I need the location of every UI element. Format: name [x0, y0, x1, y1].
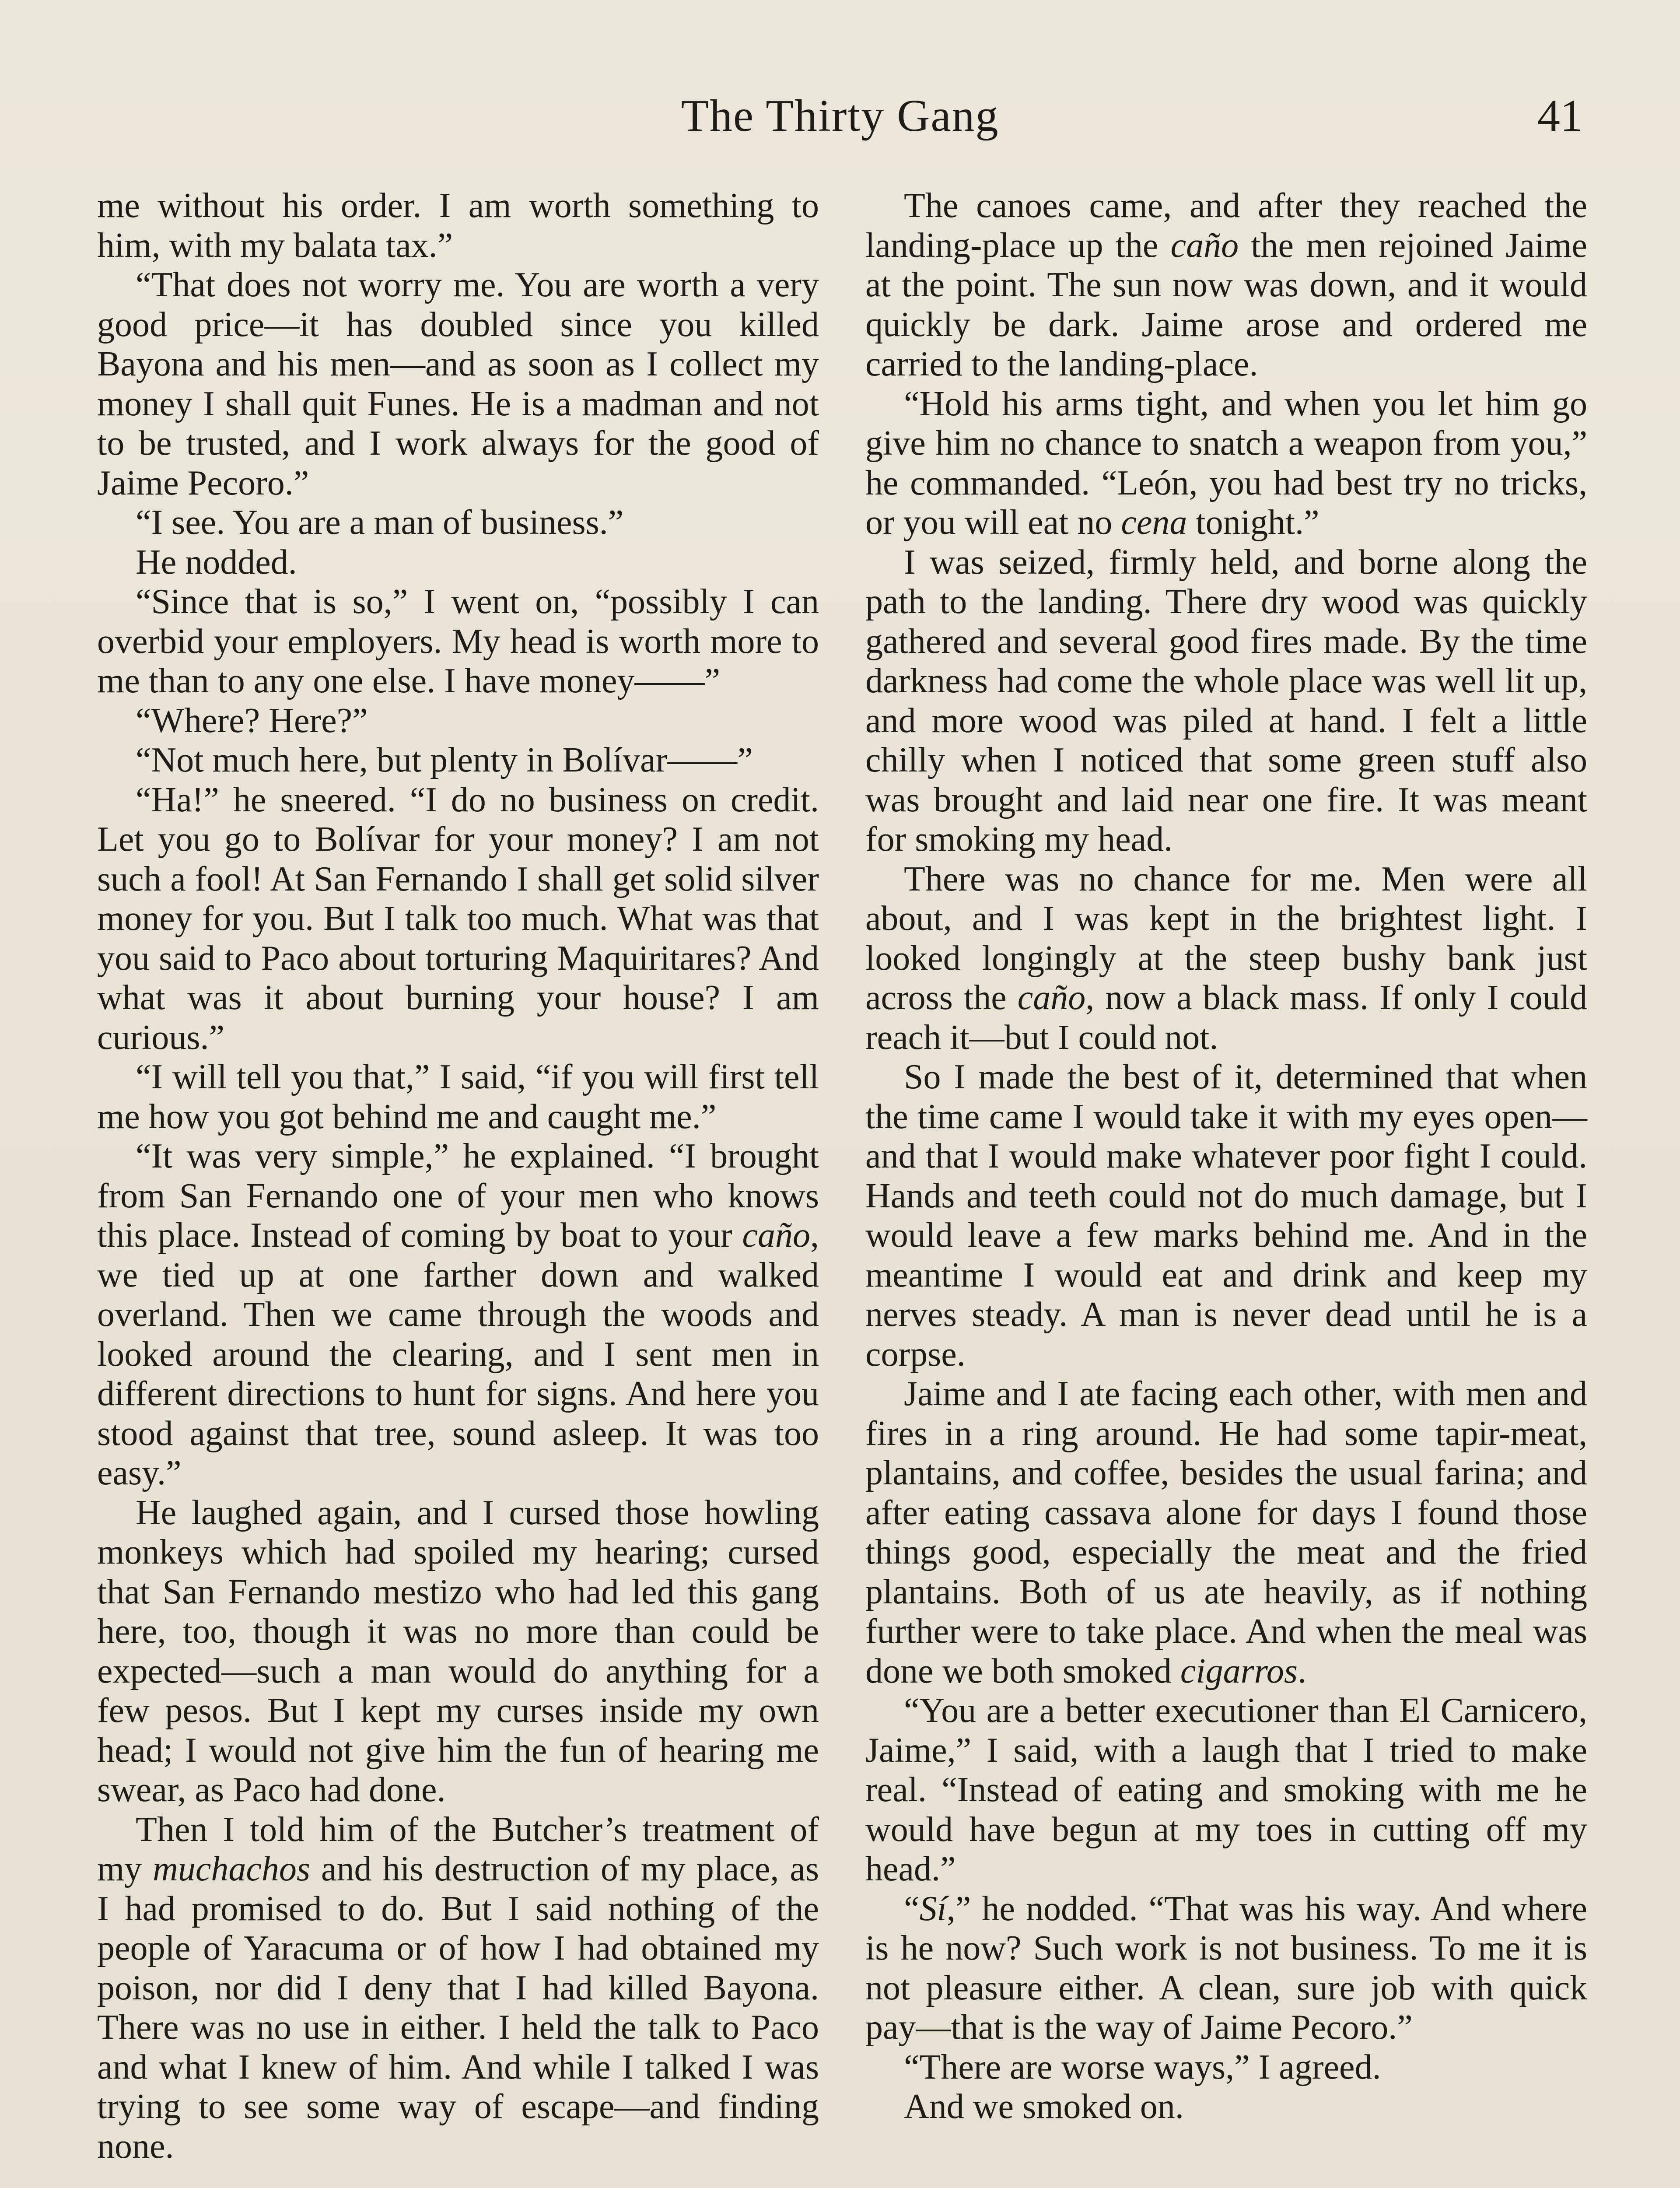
- text-run: “It was very simple,” he explained. “I brought from San Fernando one of your men who knows this place. Instead of coming by boat to your: [97, 1137, 819, 1255]
- paragraph: [865, 1057, 1587, 1374]
- italic-text: caño: [1170, 226, 1239, 265]
- italic-text: cena: [1121, 503, 1187, 542]
- paragraph: [865, 1691, 1587, 1889]
- left-text-column: [97, 186, 819, 2188]
- text-run: I was seized, firmly held, and borne along the path to the landing. There dry wood was quickly gathered and several good fires made. By the time darkness had come the whole place was well lit up, and more wood was piled at hand. I felt a little chilly when I noticed that some green stuff also was brought and laid near one fire. It was meant for smoking my head.: [865, 543, 1587, 859]
- text-run: “That does not worry me. You are worth a very good price—it has doubled since you killed Bayona and his men—and as soon as I collect my money I shall quit Funes. He is a madman and not to be trusted, and I work always for the good of Jaime Pecoro.”: [97, 266, 819, 502]
- text-run: “Where? Here?”: [136, 701, 368, 740]
- paragraph: [865, 2087, 1587, 2127]
- text-run: .: [1298, 1652, 1307, 1690]
- paragraph: [97, 186, 819, 265]
- running-title: The Thirty Gang: [681, 91, 999, 141]
- text-run: He nodded.: [136, 543, 297, 582]
- italic-text: muchachos: [153, 1850, 311, 1888]
- paragraph: [97, 1493, 819, 1810]
- paragraph: [97, 265, 819, 503]
- text-run: The canoes came, and after they reached the landing-place up the: [865, 186, 1587, 265]
- italic-text: caño: [742, 1216, 810, 1255]
- text-run: and his destruction of my place, as I had promised to do. But I said nothing of the people of Yaracuma or of how I had obtained my poison, nor did I deny that I had killed Bayona. There was no use in either. I held the talk to Paco and what I knew of him. And while I talked I was trying to see some way of escape—and finding none.: [97, 1850, 819, 2166]
- paragraph: [865, 859, 1587, 1058]
- text-run: “I will tell you that,” I said, “if you will first tell me how you got behind me and caught me.”: [97, 1058, 819, 1136]
- text-run: “Not much here, but plenty in Bolívar——”: [136, 741, 753, 779]
- page-number: 41: [1537, 91, 1583, 141]
- paragraph: [97, 701, 819, 741]
- text-run: “There are worse ways,” I agreed.: [904, 2048, 1381, 2086]
- text-run: And we smoked on.: [904, 2087, 1184, 2126]
- text-run: “Since that is so,” I went on, “possibly I can overbid your employers. My head is worth more to me than to any one else. I have money——”: [97, 582, 819, 700]
- text-run: “: [904, 1889, 920, 1928]
- paragraph: [97, 1057, 819, 1136]
- page-header: [0, 83, 1680, 149]
- paragraph: [97, 740, 819, 780]
- text-run: , now a black mass. If only I could reach it—but I could not.: [865, 978, 1588, 1057]
- italic-text: Sí: [919, 1889, 947, 1928]
- text-run: tonight.”: [1187, 503, 1320, 542]
- text-run: “I see. You are a man of business.”: [136, 503, 624, 542]
- paragraph: [97, 1810, 819, 2167]
- paragraph: [865, 543, 1587, 859]
- italic-text: cigarros: [1180, 1652, 1298, 1690]
- paragraph: [97, 543, 819, 582]
- italic-text: caño: [1017, 978, 1086, 1017]
- paragraph: [865, 1889, 1587, 2048]
- text-run: ,” he nodded. “That was his way. And where is he now? Such work is not business. To me it is not pleasure either. A clean, sure job with quick pay—that is the way of Jaime Pecoro.”: [865, 1889, 1587, 2047]
- text-run: “Hold his arms tight, and when you let him go give him no chance to snatch a weapon from you,” he commanded. “León, you had best try no tricks, or you will eat no: [865, 384, 1587, 542]
- text-run: “You are a better executioner than El Carnicero, Jaime,” I said, with a laugh that I tried to make real. “Instead of eating and smoking with me he would have begun at my toes in cutting off my head.”: [865, 1691, 1587, 1888]
- paragraph: [865, 384, 1587, 543]
- text-run: There was no chance for me. Men were all about, and I was kept in the brightest light. I looked longingly at the steep bushy bank just across the: [865, 859, 1587, 1017]
- paragraph: [865, 1374, 1587, 1691]
- paragraph: [97, 780, 819, 1058]
- paragraph: [97, 582, 819, 701]
- text-run: Jaime and I ate facing each other, with men and fires in a ring around. He had some tapir-meat, plantains, and coffee, besides the usual farina; and after eating cassava alone for days I found those things good, especially the meat and the fried plantains. Both of us ate heavily, as if nothing further were to take place. And when the meal was done we both smoked: [865, 1375, 1587, 1690]
- paragraph: [865, 2048, 1587, 2087]
- text-run: Then I told him of the Butcher’s treatment of my: [97, 1810, 819, 1888]
- text-run: , we tied up at one farther down and walked overland. Then we came through the woods and looked around the clearing, and I sent men in different directions to hunt for signs. And here you stood against that tree, sound asleep. It was too easy.”: [97, 1216, 819, 1492]
- paragraph: [865, 186, 1587, 384]
- right-text-column: [865, 186, 1587, 2188]
- text-run: the men rejoined Jaime at the point. The sun now was down, and it would quickly be dark. Jaime arose and ordered me carried to the landing-place.: [865, 226, 1587, 383]
- paragraph: [97, 1136, 819, 1493]
- text-run: He laughed again, and I cursed those howling monkeys which had spoiled my hearing; cursed that San Fernando mestizo who had led this gang here, too, though it was no more than could be expected—such a man would do anything for a few pesos. But I kept my curses inside my own head; I would not give him the fun of hearing me swear, as Paco had done.: [97, 1493, 819, 1809]
- text-run: So I made the best of it, determined that when the time came I would take it with my eyes open—and that I would make whatever poor fight I could. Hands and teeth could not do much damage, but I would leave a few marks behind me. And in the meantime I would eat and drink and keep my nerves steady. A man is never dead until he is a corpse.: [865, 1058, 1587, 1374]
- text-run: me without his order. I am worth something to him, with my balata tax.”: [97, 186, 819, 265]
- text-run: “Ha!” he sneered. “I do no business on credit. Let you go to Bolívar for your money? I am not such a fool! At San Fernando I shall get solid silver money for you. But I talk too much. What was that you said to Paco about torturing Maquiritares? And what was it about burning your house? I am curious.”: [97, 780, 819, 1057]
- paragraph: [97, 503, 819, 543]
